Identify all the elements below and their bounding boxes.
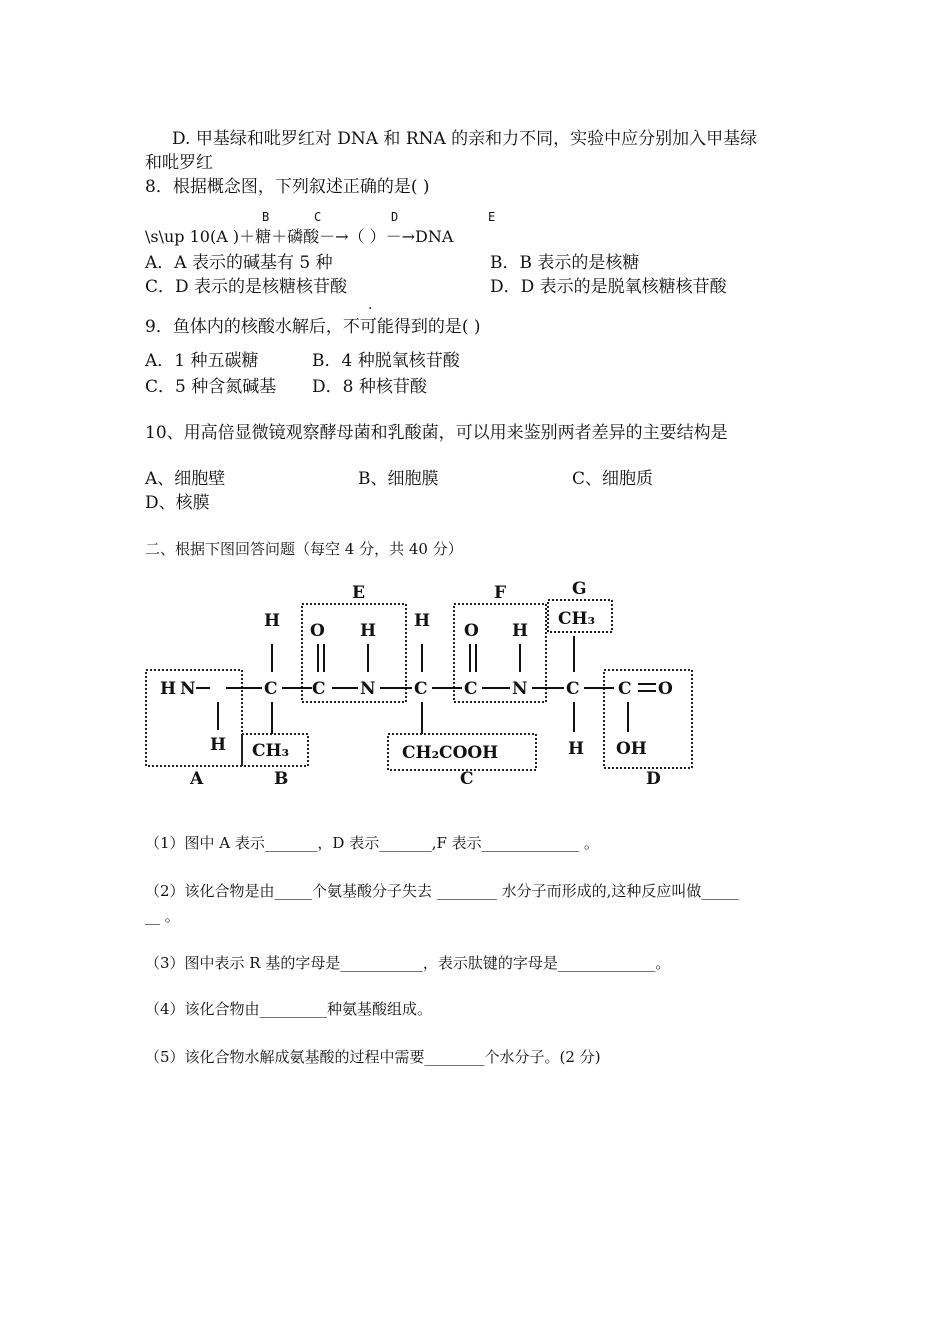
s2-question-5: （5）该化合物水解成氨基酸的过程中需要________个水分子。(2 分)	[145, 1048, 601, 1066]
label-a: A	[190, 769, 204, 789]
label-c: C	[460, 769, 474, 789]
s2-question-1: （1）图中 A 表示_______，D 表示_______,F 表示_____________ 。	[145, 834, 599, 852]
tripeptide-structure-diagram	[140, 578, 700, 793]
atom-h-alpha1: H	[264, 611, 281, 631]
atom-c-carbonyl1: C	[312, 679, 326, 699]
label-g: G	[572, 579, 587, 599]
atom-h-amino-lower: H	[210, 735, 227, 755]
s2-question-3: （3）图中表示 R 基的字母是___________，表示肽键的字母是_____________。	[145, 954, 671, 972]
q8-label-c: C	[314, 210, 322, 224]
atom-h-amino: H	[160, 679, 177, 699]
group-ch2cooh-c: CH₂COOH	[402, 743, 499, 763]
atom-o-carboxyl: O	[658, 679, 673, 699]
atom-c-carbonyl2: C	[464, 679, 478, 699]
label-d: D	[646, 769, 661, 789]
q8-option-b: B．B 表示的是核糖	[490, 253, 640, 273]
q8-concept-formula: \s\up 10(A )＋糖＋磷酸－→（ ）－→DNA	[145, 227, 454, 246]
label-f: F	[494, 583, 507, 603]
atom-c-alpha1: C	[264, 679, 278, 699]
atom-h-peptide1: H	[360, 621, 377, 641]
q10-option-c: C、细胞质	[572, 469, 654, 489]
atom-c-alpha2: C	[414, 679, 428, 699]
q8-option-d: D．D 表示的是脱氧核糖核苷酸	[490, 277, 727, 297]
section2-heading: 二、根据下图回答问题（每空 4 分，共 40 分）	[145, 540, 463, 558]
atom-oh-carboxyl: OH	[616, 739, 647, 759]
q7-option-d-line1: D. 甲基绿和吡罗红对 DNA 和 RNA 的亲和力不同，实验中应分别加入甲基绿	[172, 129, 758, 149]
q9-stem: 9．鱼体内的核酸水解后，不可能得到的是( )	[145, 317, 481, 337]
q9-option-b: B．4 种脱氧核苷酸	[312, 351, 460, 371]
q8-stem: 8．根据概念图，下列叙述正确的是( )	[145, 177, 430, 197]
atom-n-peptide2: N	[512, 679, 528, 699]
s2-question-4: （4）该化合物由_________种氨基酸组成。	[145, 1000, 433, 1018]
q10-option-d: D、核膜	[145, 493, 210, 513]
q9-option-a: A．1 种五碳糖	[145, 351, 259, 371]
atom-n-amino: N	[180, 679, 196, 699]
atom-h-alpha3: H	[568, 739, 585, 759]
group-ch3-b: CH₃	[252, 741, 290, 761]
q8-option-c: C．D 表示的是核糖核苷酸	[145, 277, 348, 297]
label-e: E	[352, 583, 365, 603]
q8-label-d: D	[391, 210, 399, 224]
q10-stem: 10、用高倍显微镜观察酵母菌和乳酸菌，可以用来鉴别两者差异的主要结构是	[145, 423, 728, 443]
atom-c-alpha3: C	[566, 679, 580, 699]
group-ch3-g: CH₃	[558, 609, 596, 629]
q9-option-c: C．5 种含氮碱基	[145, 377, 277, 397]
s2-question-2-line2: __ 。	[145, 907, 180, 925]
q10-option-a: A、细胞壁	[145, 469, 226, 489]
atom-c-carboxyl: C	[618, 679, 632, 699]
q8-label-e: E	[488, 210, 496, 224]
atom-h-peptide2: H	[512, 621, 529, 641]
q8-label-b: B	[262, 210, 270, 224]
q7-option-d-line2: 和吡罗红	[145, 153, 213, 173]
s2-question-2-line1: （2）该化合物是由_____个氨基酸分子失去 ________ 水分子而形成的,这种反应叫做_____	[145, 882, 739, 900]
atom-n-peptide1: N	[360, 679, 376, 699]
atom-o-carbonyl2: O	[464, 621, 479, 641]
q9-emphasis-dot: ·	[368, 301, 373, 317]
q8-option-a: A．A 表示的碱基有 5 种	[145, 253, 333, 273]
atom-h-alpha2: H	[414, 611, 431, 631]
label-b: B	[274, 769, 289, 789]
q10-option-b: B、细胞膜	[358, 469, 439, 489]
atom-o-carbonyl1: O	[310, 621, 325, 641]
q9-option-d: D．8 种核苷酸	[312, 377, 427, 397]
